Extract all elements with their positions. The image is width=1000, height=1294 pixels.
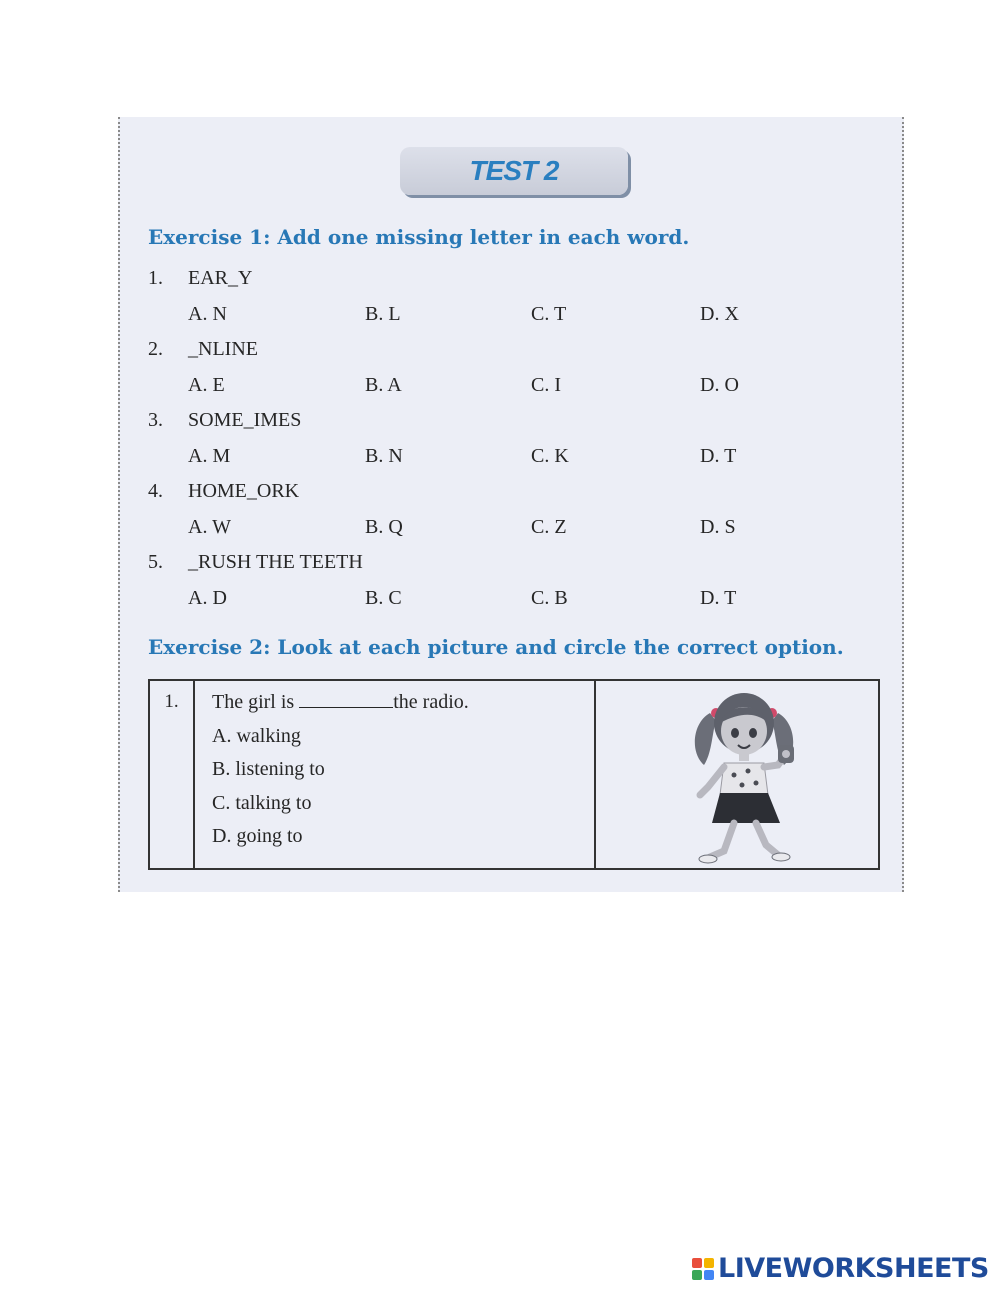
- girl-with-radio-picture: [682, 683, 852, 868]
- question-number: 3.: [148, 409, 163, 431]
- item-number: 1.: [150, 681, 195, 868]
- option-c[interactable]: C. K: [531, 445, 569, 467]
- scanned-test-page: [118, 117, 904, 892]
- question-number: 5.: [148, 551, 163, 573]
- option-c[interactable]: C. I: [531, 374, 561, 396]
- option-a[interactable]: A. E: [188, 374, 225, 396]
- answer-blank[interactable]: [299, 693, 393, 708]
- option-a[interactable]: A. N: [188, 303, 227, 325]
- logo-text: LIVEWORKSHEETS: [718, 1253, 989, 1284]
- sentence-end: the radio.: [393, 691, 469, 713]
- option-b[interactable]: B. C: [365, 587, 402, 609]
- item-question-cell: [195, 681, 596, 868]
- item-option-b[interactable]: B. listening to: [212, 758, 325, 780]
- item-option-a[interactable]: A. walking: [212, 724, 301, 747]
- question-word: _RUSH THE TEETH: [188, 551, 363, 573]
- option-b[interactable]: B. A: [365, 374, 402, 396]
- item-sentence: [212, 691, 594, 725]
- option-d[interactable]: D. T: [700, 445, 737, 467]
- test-title: TEST 2: [469, 155, 559, 186]
- option-b[interactable]: B. L: [365, 303, 401, 325]
- question-word: SOME_IMES: [188, 409, 302, 431]
- sentence-start: The girl is: [212, 691, 300, 713]
- question-number: 2.: [148, 338, 163, 360]
- liveworksheets-logo[interactable]: [692, 1253, 989, 1284]
- question-word: EAR_Y: [188, 267, 253, 289]
- option-c[interactable]: C. Z: [531, 516, 567, 538]
- question-number: 4.: [148, 480, 163, 502]
- option-d[interactable]: D. T: [700, 587, 737, 609]
- option-d[interactable]: D. X: [700, 303, 739, 325]
- item-option-c[interactable]: C. talking to: [212, 791, 312, 814]
- exercise-1-heading: Exercise 1: Add one missing letter in each word.: [148, 225, 690, 249]
- item-option-d[interactable]: D. going to: [212, 825, 303, 847]
- exercise-2-heading: Exercise 2: Look at each picture and circle the correct option.: [148, 635, 844, 659]
- test-title-banner: [400, 147, 628, 195]
- option-a[interactable]: A. M: [188, 445, 231, 467]
- option-b[interactable]: B. N: [365, 445, 403, 467]
- picture-cell: [596, 681, 878, 868]
- question-word: _NLINE: [188, 338, 258, 360]
- option-d[interactable]: D. O: [700, 374, 739, 396]
- option-d[interactable]: D. S: [700, 516, 736, 538]
- question-word: HOME_ORK: [188, 480, 300, 502]
- question-number: 1.: [148, 267, 163, 289]
- option-a[interactable]: A. D: [188, 587, 227, 609]
- option-b[interactable]: B. Q: [365, 516, 403, 538]
- option-a[interactable]: A. W: [188, 516, 231, 538]
- option-c[interactable]: C. B: [531, 587, 568, 609]
- logo-grid-icon: [692, 1258, 714, 1280]
- exercise-2-table: [148, 679, 880, 870]
- option-c[interactable]: C. T: [531, 303, 567, 325]
